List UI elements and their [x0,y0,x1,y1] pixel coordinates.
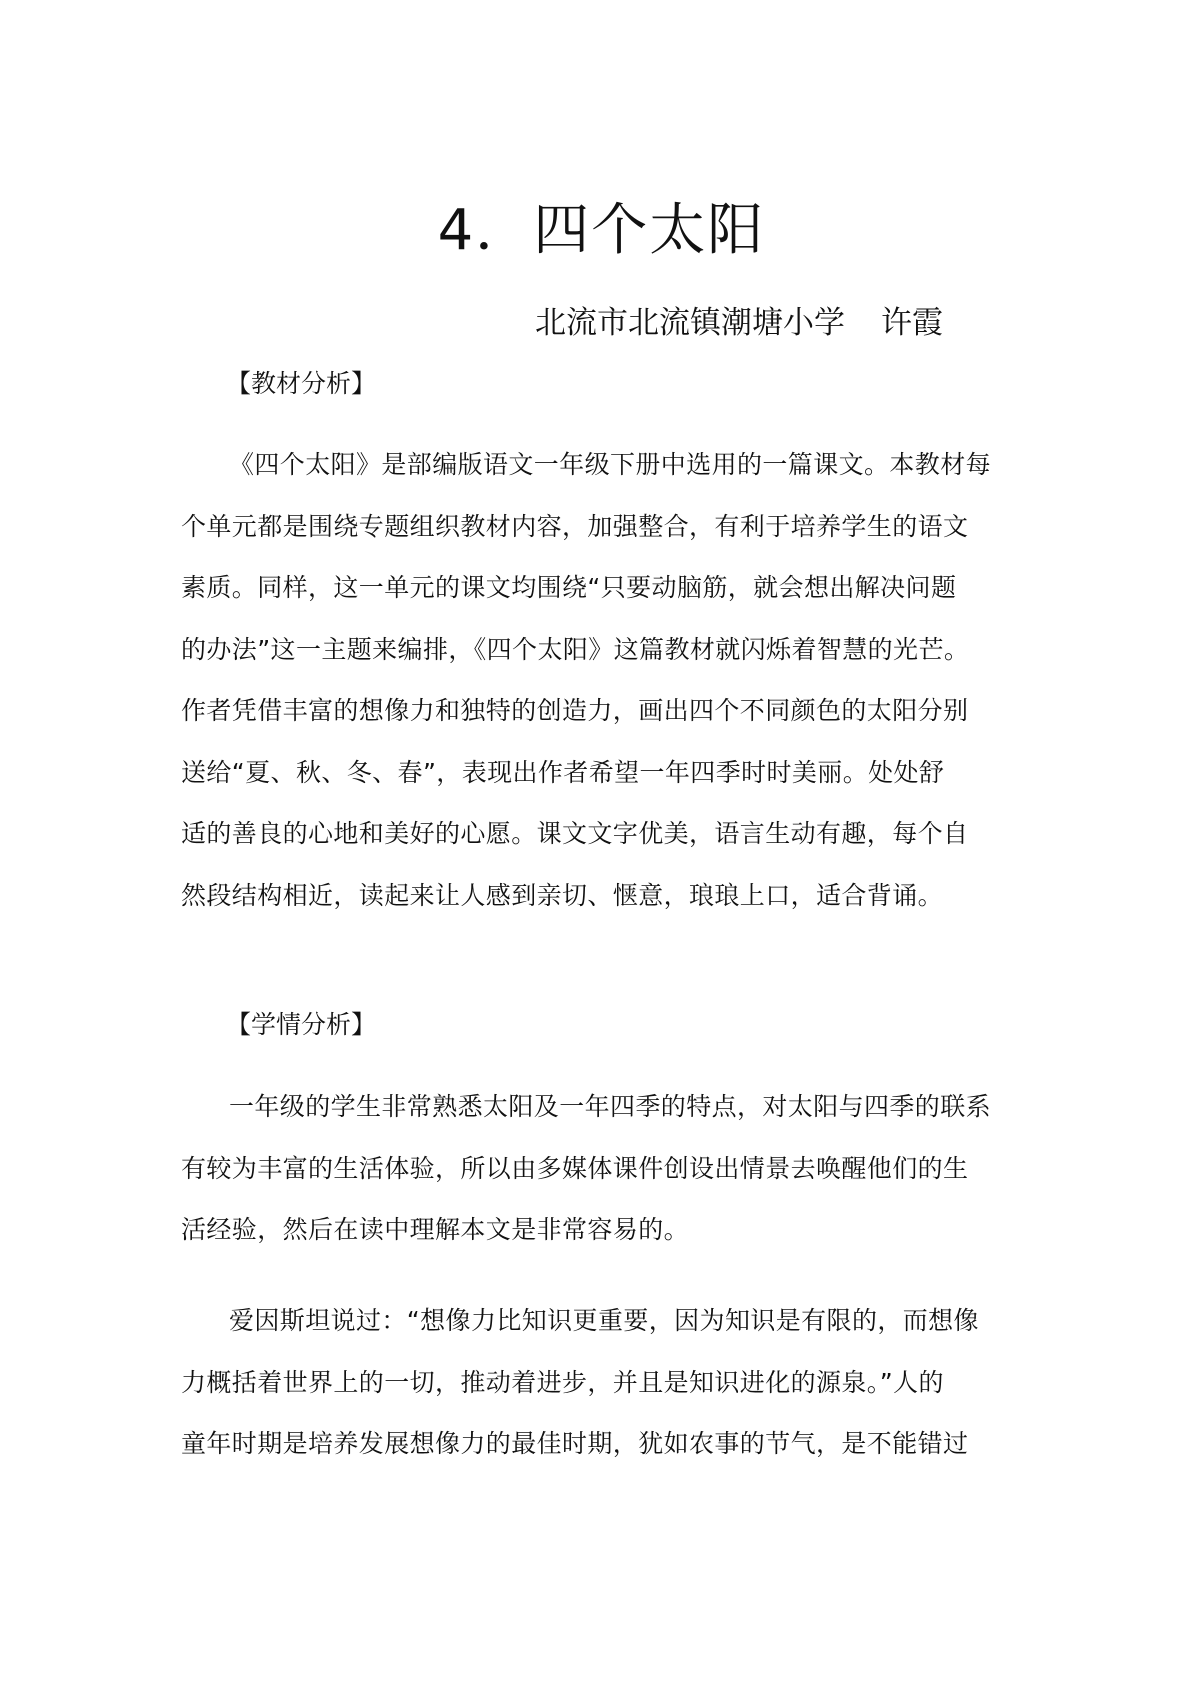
document-title: 4．四个太阳 [437,198,766,263]
paragraph-line: 一年级的学生非常熟悉太阳及一年四季的特点，对太阳与四季的联系 [229,1092,992,1121]
paragraph-line: 个单元都是围绕专题组织教材内容，加强整合，有利于培养学生的语文 [181,511,969,541]
section-heading-textbook-analysis: 【教材分析】 [226,369,377,398]
paragraph-textbook-analysis [181,434,1021,926]
paragraph-einstein-quote [181,1290,1021,1475]
paragraph-line: 的办法”这一主题来编排，《四个太阳》这篇教材就闪烁着智慧的光芒。 [181,634,970,664]
author-school: 北流市北流镇潮塘小学 [535,305,845,341]
paragraph-line: 有较为丰富的生活体验，所以由多媒体课件创设出情景去唤醒他们的生 [181,1153,969,1183]
paragraph-line: 送给“夏、秋、冬、春”，表现出作者希望一年四季时时美丽。处处舒 [181,757,945,787]
paragraph-learner-analysis [181,1076,1021,1261]
paragraph-line: 作者凭借丰富的想像力和独特的创造力，画出四个不同颜色的太阳分别 [181,696,969,725]
paragraph-line: 《四个太阳》是部编版语文一年级下册中选用的一篇课文。本教材每 [229,450,992,479]
paragraph-line: 爱因斯坦说过：“想像力比知识更重要，因为知识是有限的，而想像 [229,1306,979,1335]
author-name: 许霞 [881,305,943,341]
paragraph-line: 童年时期是培养发展想像力的最佳时期，犹如农事的节气，是不能错过 [181,1429,969,1458]
section-heading-learner-analysis: 【学情分析】 [226,1010,377,1039]
author-line [535,303,943,343]
paragraph-line: 然段结构相近，读起来让人感到亲切、惬意，琅琅上口，适合背诵。 [181,880,944,910]
paragraph-line: 力概括着世界上的一切，推动着进步，并且是知识进化的源泉。”人的 [181,1367,944,1397]
paragraph-line: 活经验，然后在读中理解本文是非常容易的。 [181,1215,690,1244]
paragraph-line: 素质。同样，这一单元的课文均围绕“只要动脑筋，就会想出解决问题 [181,573,957,602]
paragraph-line: 适的善良的心地和美好的心愿。课文文字优美，语言生动有趣，每个自 [181,819,969,848]
